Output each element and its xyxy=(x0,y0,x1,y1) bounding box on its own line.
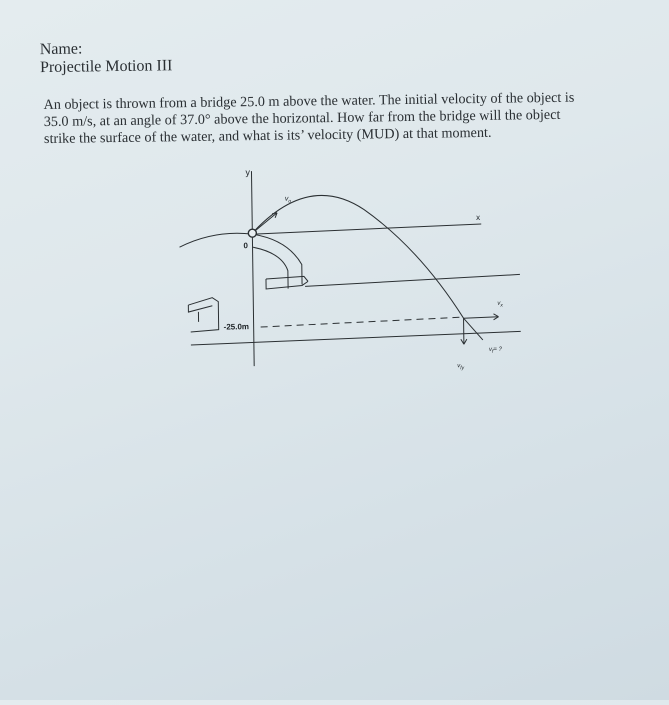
vf-arrow xyxy=(464,318,483,340)
bridge-arch-inner xyxy=(253,247,289,289)
bridge-pier xyxy=(188,298,218,332)
name-label: Name: xyxy=(39,40,83,59)
vfy-label: v xyxy=(457,363,461,370)
svg-text:vx: $v_x$ xyxy=(497,300,503,309)
problem-statement xyxy=(43,89,619,148)
reference-line xyxy=(305,274,520,286)
svg-text:vfy: $v_{fy}$ xyxy=(457,363,465,372)
svg-text:vf= ?: $v_f=$ ? xyxy=(488,346,502,355)
dashed-level-line xyxy=(261,317,461,327)
y-axis-label: y xyxy=(245,167,251,178)
water-line xyxy=(191,331,521,345)
trajectory-curve xyxy=(252,193,464,347)
y-axis xyxy=(251,171,254,366)
origin-label: 0 xyxy=(243,241,249,251)
problem-line: An object is thrown from a bridge 25.0 m above the water. The initial velocity of the object is xyxy=(43,89,575,114)
svg-text:vo: $v_o$ xyxy=(284,195,292,205)
vx-arrow xyxy=(464,317,499,318)
launch-point xyxy=(248,229,256,237)
problem-line: strike the surface of the water, and what is its’ velocity (MUD) at that moment. xyxy=(43,124,492,148)
x-axis-label: x xyxy=(476,212,481,223)
x-axis xyxy=(252,224,481,234)
problem-line: 35.0 m/s, at an angle of 37.0° above the horizontal. How far from the bridge will the object xyxy=(43,106,561,131)
initial-velocity-label: v xyxy=(284,195,289,203)
vf-label: v xyxy=(488,346,493,353)
projectile-diagram xyxy=(168,157,531,387)
depth-label: -25.0m xyxy=(223,322,250,332)
vx-label: v xyxy=(497,300,501,307)
worksheet-title: Projectile Motion III xyxy=(39,57,173,77)
